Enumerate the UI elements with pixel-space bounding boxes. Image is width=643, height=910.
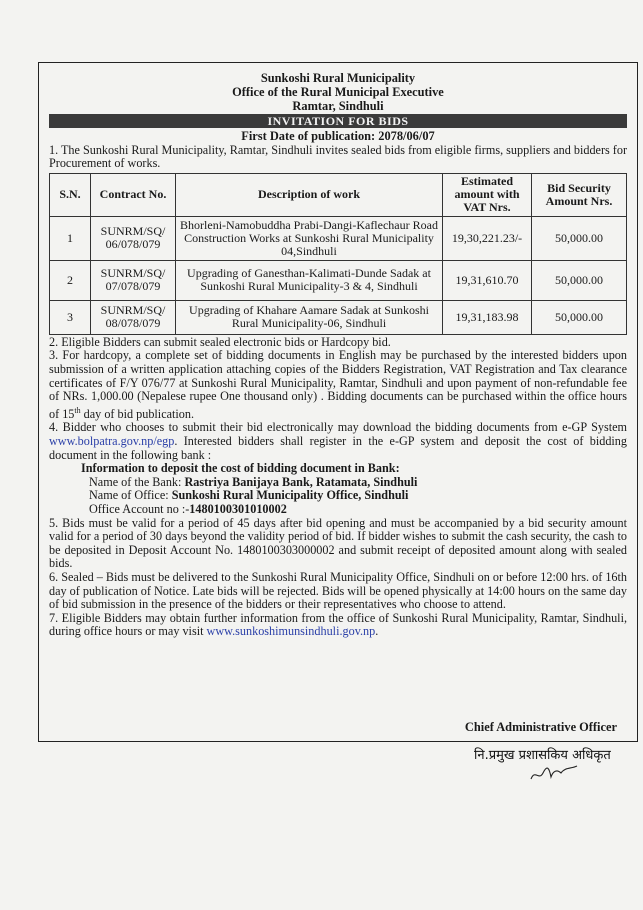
bids-table [49, 173, 627, 335]
paragraph-4-text: 4. Bidder who chooses to submit their bid electronically may download the bidding documents from e-GP System [49, 420, 627, 435]
office-name-value: Sunkoshi Rural Municipality Office, Sindhuli [171, 488, 409, 503]
paragraph-3-text-end: day of bid publication. [80, 406, 195, 421]
cell-sn: 3 [50, 300, 91, 334]
cell-sn: 1 [50, 216, 91, 260]
paragraph-6: 6. Sealed – Bids must be delivered to the Sunkoshi Rural Municipality Office, Sindhuli on or before 12:00 hrs. of 16th day of publication of Notice. Late bids will be rejected. Bids will be opened physically at 14:00 hours on the same day of bid submission in the presence of the bidders or their representatives who choose to attend. [49, 569, 627, 612]
chief-administrative-officer: Chief Administrative Officer [464, 720, 617, 735]
bank-name-line [89, 476, 627, 490]
bank-information [49, 462, 627, 516]
cell-contract-no: SUNRM/SQ/ 08/078/079 [91, 300, 176, 334]
cell-security: 50,000.00 [532, 216, 627, 260]
cell-description: Upgrading of Khahare Aamare Sadak at Sunkoshi Rural Municipality-06, Sindhuli [176, 300, 443, 334]
cell-contract-no: SUNRM/SQ/ 06/078/079 [91, 216, 176, 260]
header-contract-no: Contract No. [91, 173, 176, 216]
cell-contract-no: SUNRM/SQ/ 07/078/079 [91, 260, 176, 300]
nepali-signatory-stamp: नि.प्रमुख प्रशासकिय अधिकृत [474, 748, 611, 763]
paragraph-7-text: 7. Eligible Bidders may obtain further information from the office of Sunkoshi Rural Municipality, Ramtar, Sindhuli, during office hours or may visit [49, 610, 627, 639]
account-value: 1480100301010002 [189, 501, 287, 516]
header-bid-security: Bid Security Amount Nrs. [532, 173, 627, 216]
municipality-website-link[interactable]: www.sunkoshimunsindhuli.gov.np [206, 624, 376, 639]
table-row [50, 260, 627, 300]
municipality-name: Sunkoshi Rural Municipality [260, 71, 416, 85]
paragraph-7-text-end: . [375, 624, 379, 639]
bid-notice [38, 62, 638, 742]
table-row [50, 216, 627, 260]
paragraph-3-text: 3. For hardcopy, a complete set of bidding documents in English may be purchased by the interested bidders upon submission of a written application attaching copies of the Bidders Registration, VAT Registration and Tax clearance certificates of F/Y 076/77 at Sunkoshi Rural Municipality, Ramtar, Sindhuli and upon payment of non-refundable fee of NRs. 1,000.00 (Nepalese rupee One thousand only) . Bidding documents can be purchased within the office hours of 15 [49, 348, 627, 421]
office-name-line [89, 489, 627, 503]
paragraph-3-superscript: th [74, 405, 81, 415]
header-description: Description of work [176, 173, 443, 216]
handwritten-signature [529, 763, 579, 785]
bank-info-heading-text: Information to deposit the cost of bidding document in Bank [81, 461, 396, 476]
paragraph-5: 5. Bids must be valid for a period of 45 days after bid opening and must be accompanied by a bid security amount valid for a period of 30 days beyond the validity period of bid. If bidder wishes to submit the cash security, the cash to be deposited in Deposit Account No. 1480100303000002 and submit receipt of deposited amount along with sealed bids. [49, 515, 627, 571]
cell-estimate: 19,30,221.23/- [443, 216, 532, 260]
office-name: Office of the Rural Municipal Executive [232, 85, 444, 99]
account-label: Office Account no :- [89, 501, 190, 516]
cell-security: 50,000.00 [532, 260, 627, 300]
notice-title-banner: INVITATION FOR BIDS [49, 114, 627, 128]
cell-security: 50,000.00 [532, 300, 627, 334]
table-row [50, 300, 627, 334]
office-location: Ramtar, Sindhuli [292, 99, 384, 113]
paragraph-3 [49, 349, 627, 421]
paragraph-1: 1. The Sunkoshi Rural Municipality, Ramtar, Sindhuli invites sealed bids from eligible firms, suppliers and bidders for Procurement of works. [49, 142, 628, 171]
bank-info-heading [81, 462, 627, 476]
bank-name-label: Name of the Bank: [89, 474, 185, 489]
office-name-label: Name of Office: [89, 488, 172, 503]
header-estimated-amount: Estimated amount with VAT Nrs. [443, 173, 532, 216]
cell-estimate: 19,31,183.98 [443, 300, 532, 334]
cell-sn: 2 [50, 260, 91, 300]
egp-link[interactable]: www.bolpatra.gov.np/egp [49, 434, 175, 448]
account-line [89, 503, 627, 517]
header-sn: S.N. [50, 173, 91, 216]
bank-info-heading-colon: : [395, 461, 400, 476]
paragraph-7 [49, 612, 627, 639]
paragraph-2: 2. Eligible Bidders can submit sealed electronic bids or Hardcopy bid. [49, 334, 391, 349]
cell-description: Bhorleni-Namobuddha Prabi-Dangi-Kaflechaur Road Construction Works at Sunkoshi Rural Municipality 04,Sindhuli [176, 216, 443, 260]
paragraph-4 [49, 421, 627, 462]
bank-name-value: Rastriya Banijaya Bank, Ratamata, Sindhuli [184, 474, 418, 489]
paragraph-4-text-end: . Interested bidders shall register in the e-GP system and deposit the cost of bidding document in the following bank : [49, 434, 627, 462]
publication-date: First Date of publication: 2078/06/07 [241, 129, 435, 143]
table-header-row [50, 173, 627, 216]
cell-description: Upgrading of Ganesthan-Kalimati-Dunde Sadak at Sunkoshi Rural Municipality-3 & 4, Sindhuli [176, 260, 443, 300]
cell-estimate: 19,31,610.70 [443, 260, 532, 300]
